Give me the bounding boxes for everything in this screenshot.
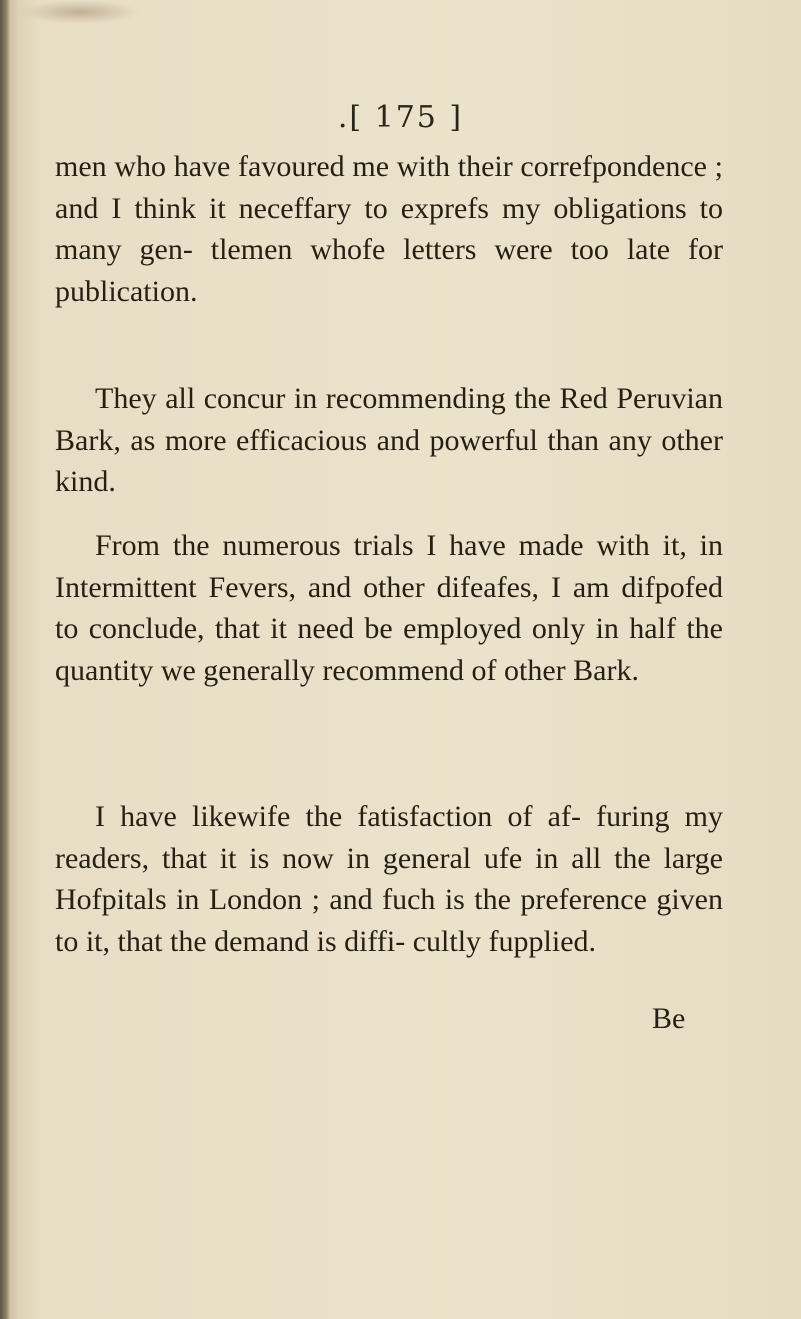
paragraph-1: men who have favoured me with their correfpondence ; and I think it neceffary to exprefs my obligations to many gen- tlemen whofe letters were too late for publication. (55, 150, 723, 308)
paragraph-2-container (55, 378, 723, 503)
paper-stain (20, 0, 140, 24)
paragraph-4: I have likewife the fatisfaction of af- furing my readers, that it is now in general ufe in all the large Hofpitals in London ; and fuch is the preference given to it, that the demand is diffi- cultly fupplied. (55, 800, 723, 958)
paragraph-1-container (55, 146, 723, 312)
paragraph-3: From the numerous trials I have made with it, in Intermittent Fevers, and other difeafes, I am difpofed to conclude, that it need be employed only in half the quantity we generally recommend of other Bark. (55, 529, 723, 687)
catchword: Be (652, 1002, 686, 1035)
page-spine-shadow (0, 0, 10, 1319)
page-number-header: .[ 175 ] (337, 100, 464, 135)
paragraph-3-container (55, 525, 723, 691)
paragraph-2: They all concur in recommending the Red Peruvian Bark, as more efficacious and powerful than any other kind. (55, 382, 723, 498)
paragraph-4-container (55, 796, 723, 962)
